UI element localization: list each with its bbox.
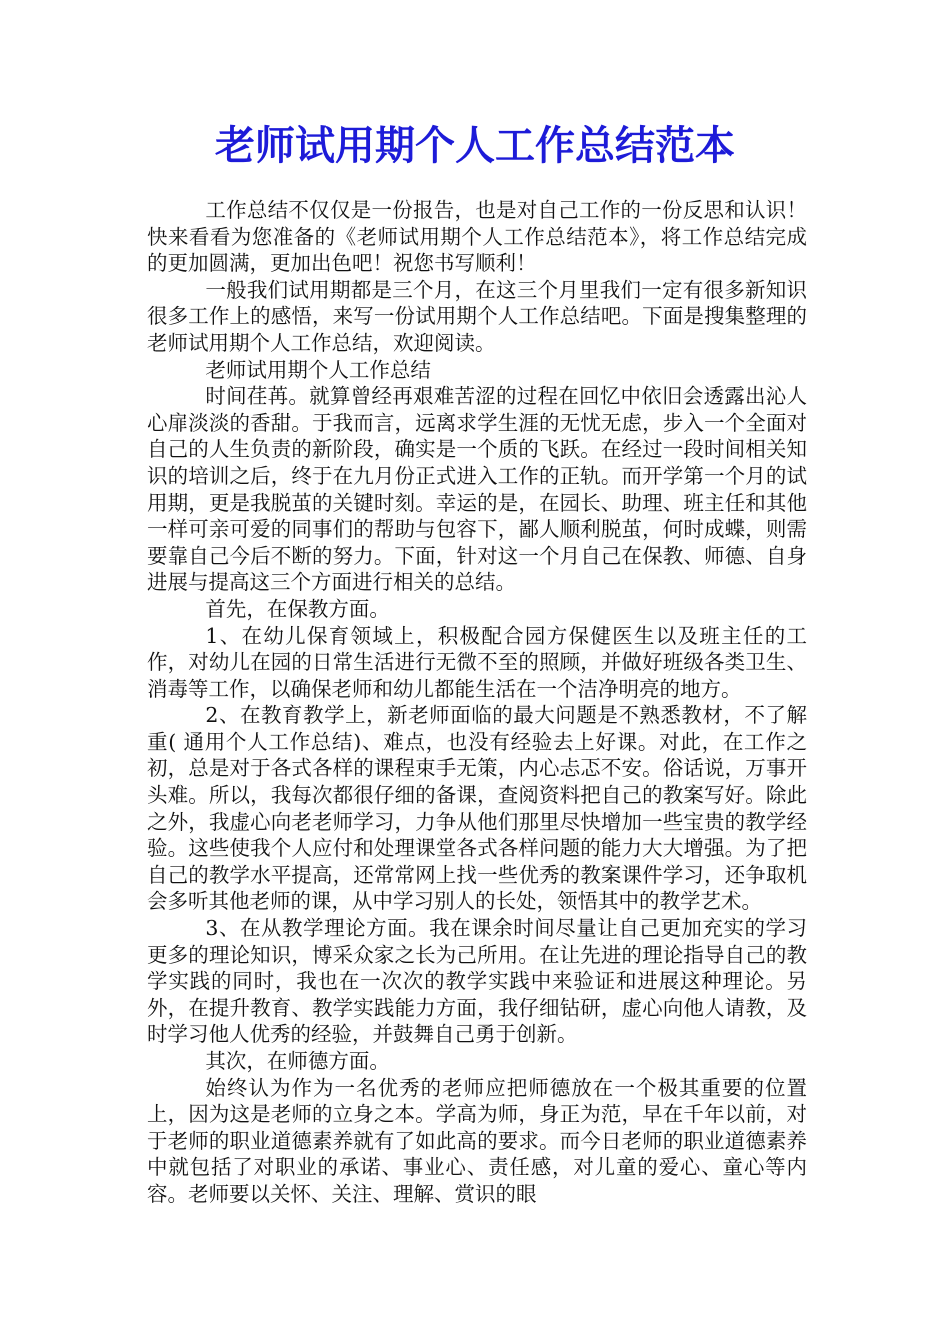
paragraph-probation: 一般我们试用期都是三个月，在这三个月里我们一定有很多新知识很多工作上的感悟，来写一份试用期个人工作总结吧。下面是搜集整理的老师试用期个人工作总结，欢迎阅读。 — [147, 277, 807, 355]
subheading-ethics: 其次，在师德方面。 — [205, 1049, 390, 1073]
paragraph-item-3: 3、在从教学理论方面。我在课余时间尽量让自己更加充实的学习更多的理论知识，博采众家之长为己所用。在让先进的理论指导自己的教学实践的同时，我也在一次次的教学实践中来验证和进展这种理论。另外，在提升教育、教学实践能力方面，我仔细钻研，虚心向他人请教，及时学习他人优秀的经验，并鼓舞自己勇于创新。 — [147, 916, 807, 1047]
document-title: 老师试用期个人工作总结范本 — [215, 122, 735, 169]
paragraph-intro: 工作总结不仅仅是一份报告，也是对自己工作的一份反思和认识！快来看看为您准备的《老师试用期个人工作总结范本》，将工作总结完成的更加圆满，更加出色吧！祝您书写顺利！ — [147, 198, 807, 276]
paragraph-item-2: 2、在教育教学上，新老师面临的最大问题是不熟悉教材，不了解重( 通用个人工作总结)、难点，也没有经验去上好课。对此，在工作之初，总是对于各式各样的课程束手无策，内心忐忑不安。俗话说，万事开头难。所以，我每次都很仔细的备课，查阅资料把自己的教案写好。除此之外，我虚心向老老师学习，力争从他们那里尽快增加一些宝贵的教学经验。这些使我个人应付和处理课堂各式各样问题的能力大大增强。为了把自己的教学水平提高，还常常网上找一些优秀的教案课件学习，还争取机会多听其他老师的课，从中学习别人的长处，领悟其中的教学艺术。 — [147, 703, 807, 914]
paragraph-item-1: 1、在幼儿保育领域上，积极配合园方保健医生以及班主任的工作，对幼儿在园的日常生活进行无微不至的照顾，并做好班级各类卫生、消毒等工作，以确保老师和幼儿都能生活在一个洁净明亮的地方。 — [147, 623, 807, 701]
document-body — [147, 197, 807, 1208]
paragraph-ethics: 始终认为作为一名优秀的老师应把师德放在一个极其重要的位置上，因为这是老师的立身之本。学高为师，身正为范，早在千年以前，对于老师的职业道德素养就有了如此高的要求。而今日老师的职业道德素养中就包括了对职业的承诺、事业心、责任感，对儿童的爱心、童心等内容。老师要以关怀、关注、理解、赏识的眼 — [147, 1075, 807, 1206]
paragraph-reflection: 时间荏苒。就算曾经再艰难苦涩的过程在回忆中依旧会透露出沁人心扉淡淡的香甜。于我而言，远离求学生涯的无忧无虑，步入一个全面对自己的人生负责的新阶段，确实是一个质的飞跃。在经过一段时间相关知识的培训之后，终于在九月份正式进入工作的正轨。而开学第一个月的试用期，更是我脱茧的关键时刻。幸运的是，在园长、助理、班主任和其他一样可亲可爱的同事们的帮助与包容下，鄙人顺利脱茧，何时成蝶，则需要靠自己今后不断的努力。下面，针对这一个月自己在保教、师德、自身进展与提高这三个方面进行相关的总结。 — [147, 384, 807, 595]
section-heading: 老师试用期个人工作总结 — [205, 357, 431, 382]
subheading-care-education: 首先，在保教方面。 — [205, 596, 390, 621]
